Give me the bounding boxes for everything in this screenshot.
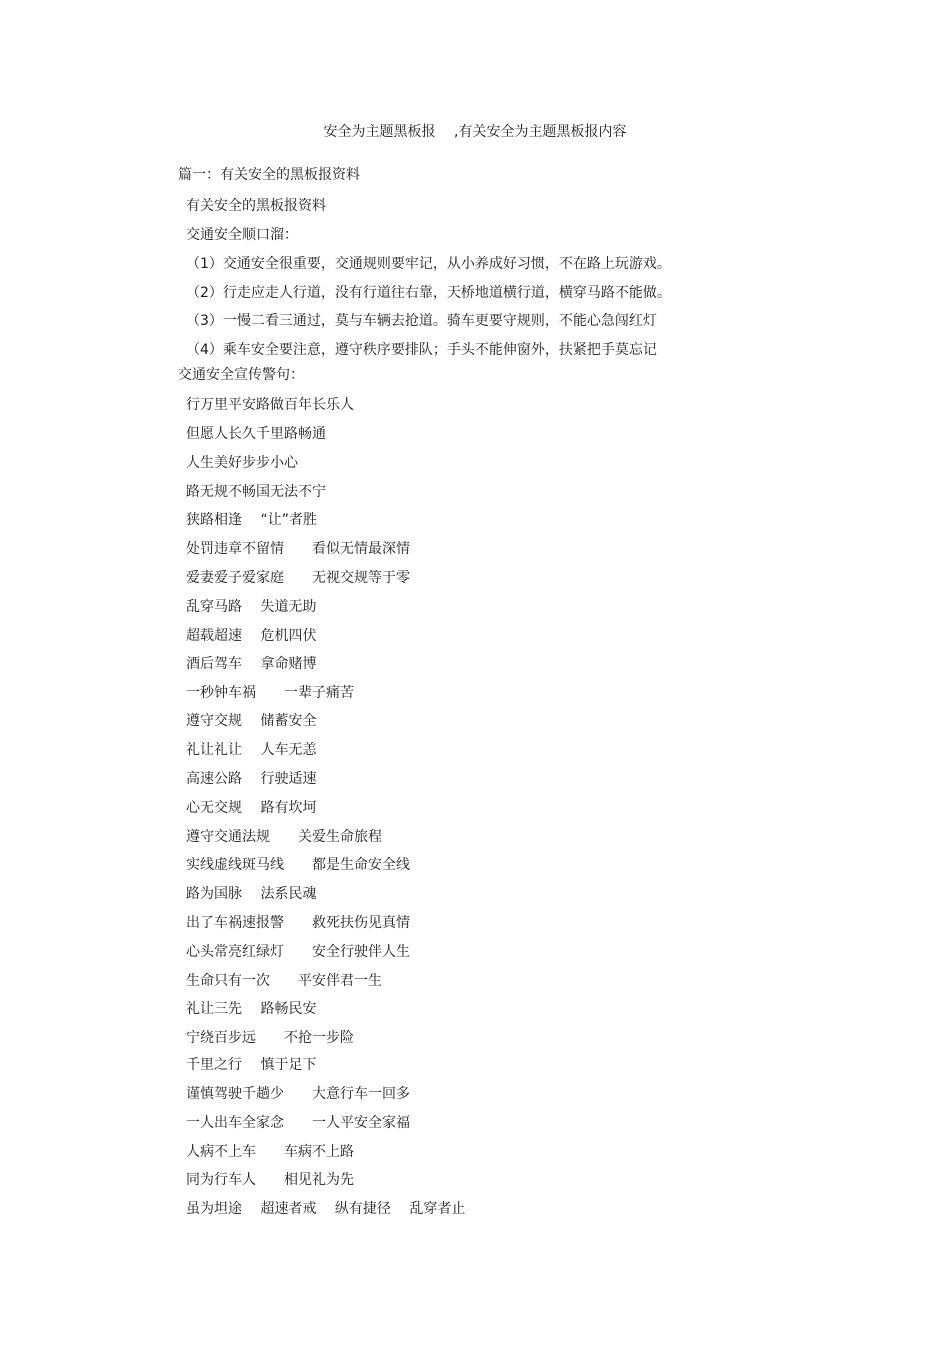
slogan-line: 礼让礼让 人车无恙 — [186, 742, 317, 758]
rhyme-line: （2）行走应走人行道，没有行道往右靠，天桥地道横行道，横穿马路不能做。 — [186, 285, 671, 301]
slogan-line: 乱穿马路 失道无助 — [186, 599, 317, 615]
slogan-line: 心头常亮红绿灯 安全行驶伴人生 — [186, 944, 410, 960]
slogan-line: 谨慎驾驶千趟少 大意行车一回多 — [186, 1086, 410, 1102]
slogan-line: 但愿人长久千里路畅通 — [186, 426, 326, 442]
slogan-line: 人病不上车 车病不上路 — [186, 1144, 354, 1160]
document-title: 安全为主题黑板报 ,有关安全为主题黑板报内容 — [323, 124, 627, 140]
slogan-line: 礼让三先 路畅民安 — [186, 1001, 317, 1017]
slogan-line: 高速公路 行驶适速 — [186, 771, 317, 787]
slogan-line: 路无规不畅国无法不宁 — [186, 484, 326, 500]
subheading: 有关安全的黑板报资料 — [186, 198, 326, 214]
slogan-line: 行万里平安路做百年长乐人 — [186, 397, 354, 413]
slogans-label: 交通安全宣传警句： — [178, 367, 304, 383]
rhyme-line: （4）乘车安全要注意，遵守秩序要排队；手头不能伸窗外，扶紧把手莫忘记 — [186, 342, 657, 358]
slogan-line: 爱妻爱子爱家庭 无视交规等于零 — [186, 570, 410, 586]
section-heading: 篇一：有关安全的黑板报资料 — [178, 167, 360, 183]
slogan-line: 同为行车人 相见礼为先 — [186, 1172, 354, 1188]
slogan-line: 千里之行 慎于足下 — [186, 1057, 317, 1073]
rhyme-line: （1）交通安全很重要，交通规则要牢记，从小养成好习惯，不在路上玩游戏。 — [186, 256, 671, 272]
slogan-line: 宁绕百步远 不抢一步险 — [186, 1030, 354, 1046]
slogan-line: 生命只有一次 平安伴君一生 — [186, 973, 382, 989]
slogan-line: 遵守交通法规 关爱生命旅程 — [186, 829, 382, 845]
slogan-line: 人生美好步步小心 — [186, 455, 298, 471]
slogan-line: 遵守交规 储蓄安全 — [186, 713, 317, 729]
slogan-line: 虽为坦途 超速者戒 纵有捷径 乱穿者止 — [186, 1201, 466, 1217]
slogan-line: 狭路相逢 “让”者胜 — [186, 512, 317, 528]
slogan-line: 处罚违章不留情 看似无情最深情 — [186, 541, 410, 557]
slogan-line: 一秒钟车祸 一辈子痛苦 — [186, 685, 354, 701]
slogan-line: 酒后驾车 拿命赌博 — [186, 656, 317, 672]
slogan-line: 一人出车全家念 一人平安全家福 — [186, 1115, 410, 1131]
slogan-line: 出了车祸速报警 救死扶伤见真情 — [186, 915, 410, 931]
rhyme-line: （3）一慢二看三通过，莫与车辆去抢道。骑车更要守规则，不能心急闯红灯 — [186, 313, 657, 329]
slogan-line: 路为国脉 法系民魂 — [186, 886, 317, 902]
slogan-line: 实线虚线斑马线 都是生命安全线 — [186, 857, 410, 873]
slogan-line: 心无交规 路有坎坷 — [186, 800, 317, 816]
slogan-line: 超载超速 危机四伏 — [186, 628, 317, 644]
rhymes-label: 交通安全顺口溜： — [186, 227, 298, 243]
